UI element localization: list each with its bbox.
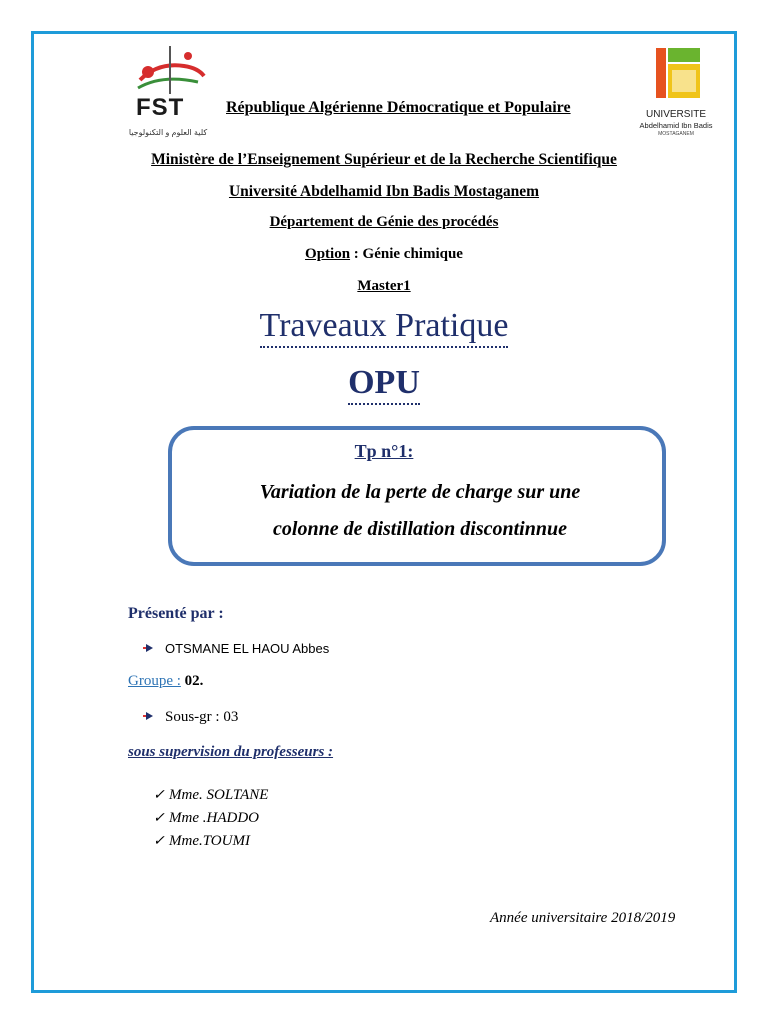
university-logo-graphic bbox=[654, 46, 704, 106]
university-heading: Université Abdelhamid Ibn Badis Mostaganem bbox=[228, 183, 540, 200]
sub-title: OPU bbox=[348, 366, 420, 405]
subtitle-block bbox=[0, 366, 768, 405]
arrow-bullet-icon bbox=[146, 712, 153, 720]
fst-logo bbox=[128, 42, 208, 142]
tp-title-line2: colonne de distillation discontinnue bbox=[273, 518, 567, 540]
checkmark-icon: ✓ bbox=[153, 811, 165, 826]
professor-item bbox=[153, 807, 268, 830]
option-label: Option bbox=[305, 246, 351, 262]
department-heading: Département de Génie des procédés bbox=[269, 214, 499, 230]
tp-title-line1: Variation de la perte de charge sur une bbox=[259, 481, 581, 503]
professor-item bbox=[153, 784, 268, 807]
subgroup-item bbox=[146, 709, 238, 726]
fst-logo-text: FST bbox=[136, 94, 185, 121]
tp-number bbox=[0, 441, 768, 462]
group-line bbox=[128, 673, 203, 690]
option-line bbox=[0, 246, 768, 263]
group-label: Groupe : bbox=[128, 673, 181, 689]
checkmark-icon: ✓ bbox=[153, 834, 165, 849]
professor-name: Mme.TOUMI bbox=[169, 833, 250, 849]
student-name: OTSMANE EL HAOU Abbes bbox=[165, 641, 330, 656]
university-logo-sub: Abdelhamid Ibn Badis bbox=[639, 121, 713, 130]
group-value: 02. bbox=[180, 673, 204, 689]
arrow-bullet-icon bbox=[146, 644, 153, 652]
subgroup-text: Sous-gr : 03 bbox=[165, 709, 239, 725]
university-logo-text: UNIVERSITE bbox=[645, 109, 706, 120]
title-block bbox=[0, 309, 768, 348]
fst-logo-arabic: كلية العلوم و التكنولوجيا bbox=[128, 128, 208, 137]
professor-item bbox=[153, 830, 268, 853]
ministry-heading: Ministère de l’Enseignement Supérieur et de la Recherche Scientifique bbox=[151, 151, 617, 168]
academic-year: Année universitaire 2018/2019 bbox=[490, 910, 676, 926]
presented-label: Présenté par : bbox=[128, 605, 224, 622]
tp-number-text: Tp n°1: bbox=[354, 441, 414, 461]
professor-name: Mme. SOLTANE bbox=[169, 787, 269, 803]
level-heading: Master1 bbox=[357, 278, 411, 294]
student-item bbox=[146, 641, 329, 656]
main-title: Traveaux Pratique bbox=[260, 309, 509, 348]
university-logo-city: MOSTAGANEM bbox=[658, 131, 694, 137]
professor-list bbox=[153, 784, 268, 853]
republic-heading: République Algérienne Démocratique et Populaire bbox=[226, 99, 571, 116]
option-value: : Génie chimique bbox=[350, 246, 463, 262]
supervision-label: sous supervision du professeurs : bbox=[128, 744, 334, 760]
university-logo bbox=[636, 46, 716, 141]
professor-name: Mme .HADDO bbox=[169, 810, 259, 826]
checkmark-icon: ✓ bbox=[153, 788, 165, 803]
